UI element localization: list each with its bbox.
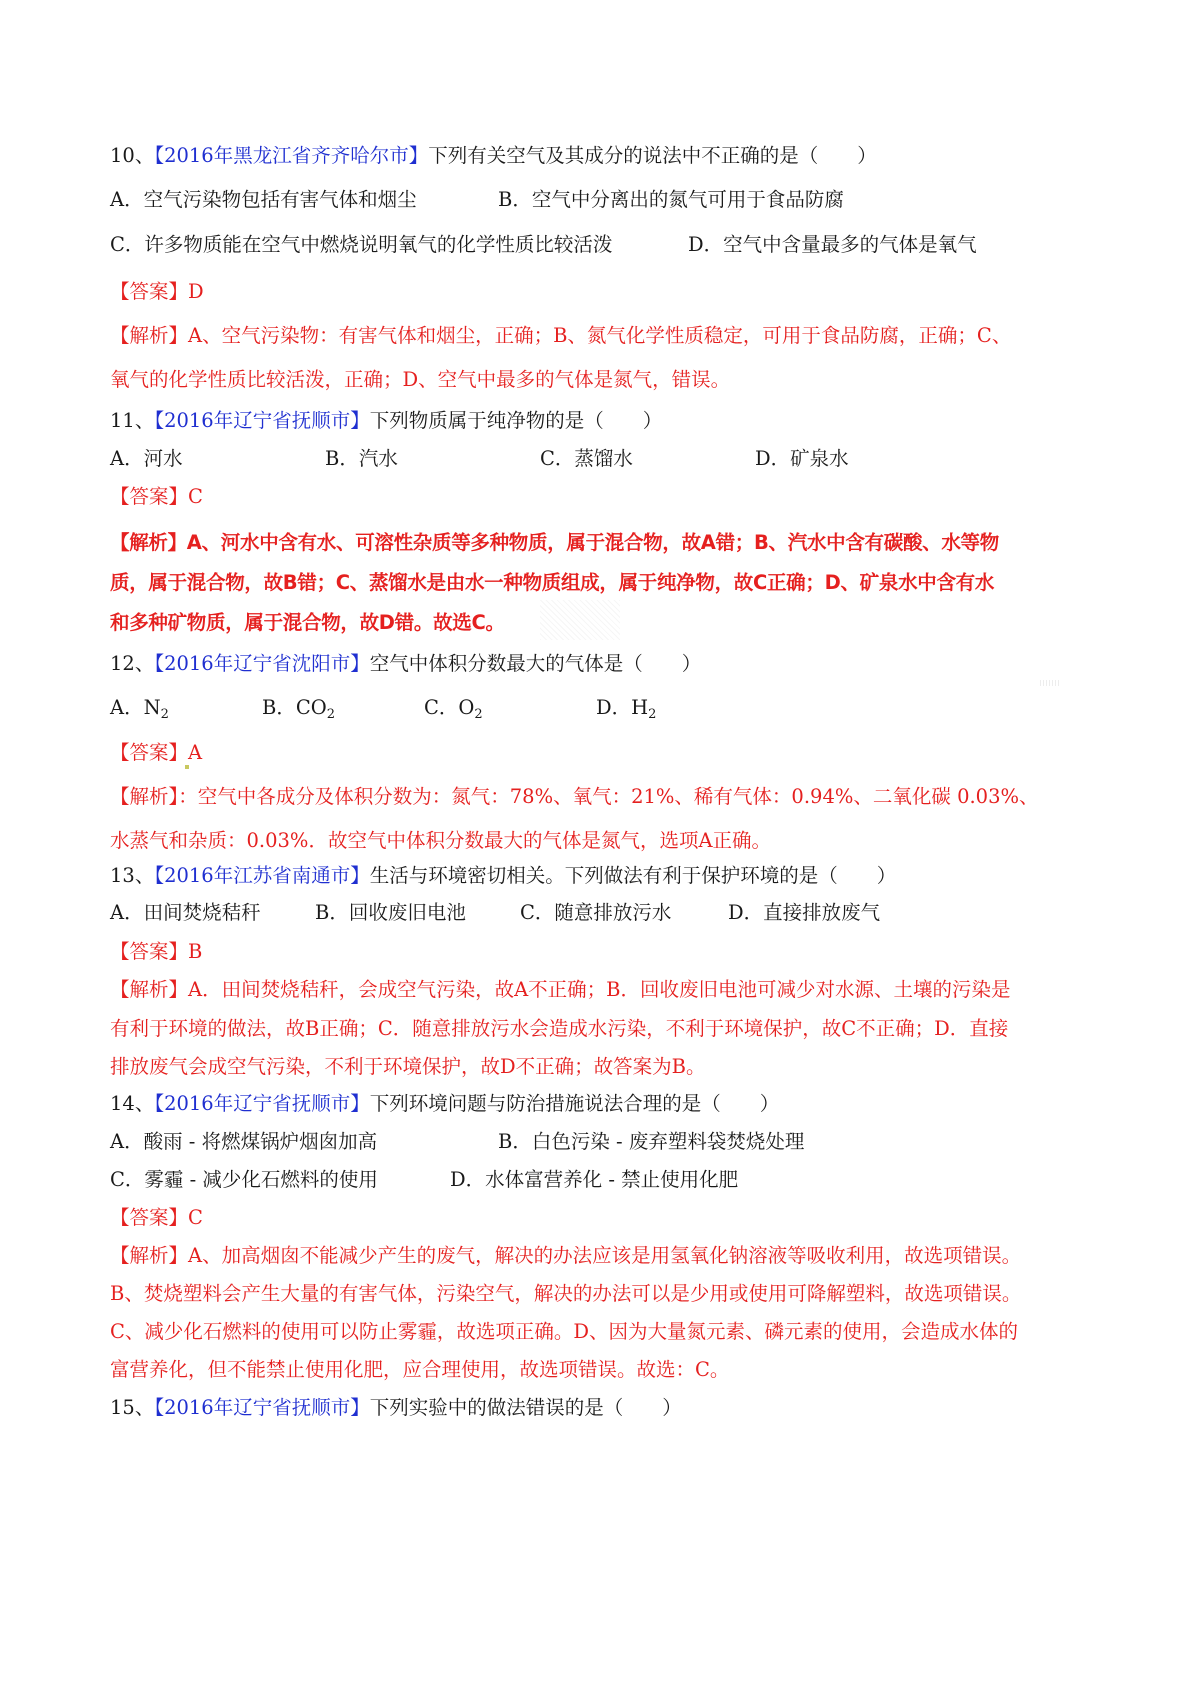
question-11-stem [110, 409, 662, 432]
analysis-line: 【解析】：空气中各成分及体积分数为：氮气：78%、氧气：21%、稀有气体：0.94%、二氧化碳 0.03%、 [110, 785, 1039, 808]
analysis-line: 质，属于混合物，故B错；C、蒸馏水是由水一种物质组成，属于纯净物，故C正确；D、矿泉水中含有水 [110, 571, 995, 594]
question-text: 生活与环境密切相关。下列做法有利于保护环境的是（ ） [369, 864, 897, 887]
option-a: A．河水 [110, 447, 183, 470]
answer: 【答案】D [110, 280, 204, 303]
question-source: 【2016年辽宁省抚顺市】 [154, 409, 370, 432]
option-b: B．$CO_2$ [262, 696, 336, 722]
analysis-line: 水蒸气和杂质：0.03%．故空气中体积分数最大的气体是氮气，选项A正确。 [110, 829, 772, 852]
option-c: C．$O_2$ [424, 696, 483, 722]
question-source: 【2016年辽宁省沈阳市】 [154, 652, 370, 675]
analysis-line: 【解析】A、河水中含有水、可溶性杂质等多种物质，属于混合物，故A错；B、汽水中含有碳酸、水等物 [110, 531, 999, 554]
question-source: 【2016年辽宁省抚顺市】 [154, 1396, 370, 1419]
scan-artifact [540, 600, 620, 640]
answer: 【答案】C [110, 485, 203, 508]
option-a: A．$N_2$ [110, 696, 169, 722]
question-10-stem [110, 144, 877, 167]
answer: 【答案】C [110, 1206, 203, 1229]
question-text: 下列环境问题与防治措施说法合理的是（ ） [369, 1092, 780, 1115]
analysis-line: C、减少化石燃料的使用可以防止雾霾，故选项正确。D、因为大量氮元素、磷元素的使用，会造成水体的 [110, 1320, 1019, 1343]
option-c: C．蒸馏水 [540, 447, 633, 470]
analysis-line: B、焚烧塑料会产生大量的有害气体，污染空气，解决的办法可以是少用或使用可降解塑料，故选项错误。 [110, 1282, 1022, 1305]
answer: 【答案】A [110, 741, 203, 764]
option-d: D．矿泉水 [755, 447, 849, 470]
option-a: A．田间焚烧秸秆 [110, 901, 261, 924]
question-text: 下列物质属于纯净物的是（ ） [369, 409, 663, 432]
question-number: 14、 [110, 1092, 155, 1115]
option-b: B．回收废旧电池 [315, 901, 466, 924]
answer: 【答案】B [110, 940, 203, 963]
question-source: 【2016年黑龙江省齐齐哈尔市】 [154, 144, 429, 167]
option-d: D．$H_2$ [596, 696, 657, 722]
question-text: 下列有关空气及其成分的说法中不正确的是（ ） [428, 144, 877, 167]
option-b: B．空气中分离出的氮气可用于食品防腐 [498, 188, 844, 211]
question-number: 10、 [110, 144, 155, 167]
question-source: 【2016年辽宁省抚顺市】 [154, 1092, 370, 1115]
scan-dot [185, 765, 189, 769]
option-d: D．直接排放废气 [728, 901, 881, 924]
option-b: B．汽水 [325, 447, 398, 470]
scan-artifact [1040, 680, 1060, 686]
analysis-line: 【解析】A、加高烟囱不能减少产生的废气，解决的办法应该是用氢氧化钠溶液等吸收利用，故选项错误。 [110, 1244, 1022, 1267]
analysis-line: 【解析】A、空气污染物：有害气体和烟尘，正确；B、氮气化学性质稳定，可用于食品防腐，正确；C、 [110, 324, 1012, 347]
option-a: A．酸雨 - 将燃煤锅炉烟囱加高 [110, 1130, 378, 1153]
option-a: A．空气污染物包括有害气体和烟尘 [110, 188, 417, 211]
analysis-line: 氧气的化学性质比较活泼，正确；D、空气中最多的气体是氮气，错误。 [110, 368, 731, 391]
option-b: B．白色污染 - 废弃塑料袋焚烧处理 [498, 1130, 805, 1153]
analysis-line: 富营养化，但不能禁止使用化肥，应合理使用，故选项错误。故选：C。 [110, 1358, 730, 1381]
analysis-line: 排放废气会成空气污染，不利于环境保护，故D不正确；故答案为B。 [110, 1055, 706, 1078]
question-number: 12、 [110, 652, 155, 675]
question-text: 下列实验中的做法错误的是（ ） [369, 1396, 682, 1419]
analysis-line: 有利于环境的做法，故B正确；C．随意排放污水会造成水污染，不利于环境保护，故C不正确；D．直接 [110, 1017, 1009, 1040]
option-c: C．随意排放污水 [520, 901, 672, 924]
question-number: 13、 [110, 864, 155, 887]
option-c: C．许多物质能在空气中燃烧说明氧气的化学性质比较活泼 [110, 233, 613, 256]
question-15-stem [110, 1396, 682, 1419]
question-text: 空气中体积分数最大的气体是（ ） [369, 652, 702, 675]
question-source: 【2016年江苏省南通市】 [154, 864, 370, 887]
analysis-line: 【解析】A．田间焚烧秸秆，会成空气污染，故A不正确；B．回收废旧电池可减少对水源、土壤的污染是 [110, 978, 1011, 1001]
analysis-line: 和多种矿物质，属于混合物，故D错。故选C。 [110, 611, 505, 634]
question-14-stem [110, 1092, 779, 1115]
option-d: D．水体富营养化 - 禁止使用化肥 [450, 1168, 739, 1191]
question-12-stem [110, 652, 701, 675]
question-number: 15、 [110, 1396, 155, 1419]
option-d: D．空气中含量最多的气体是氧气 [688, 233, 977, 256]
option-c: C．雾霾 - 减少化石燃料的使用 [110, 1168, 378, 1191]
question-13-stem [110, 864, 896, 887]
question-number: 11、 [110, 409, 155, 432]
